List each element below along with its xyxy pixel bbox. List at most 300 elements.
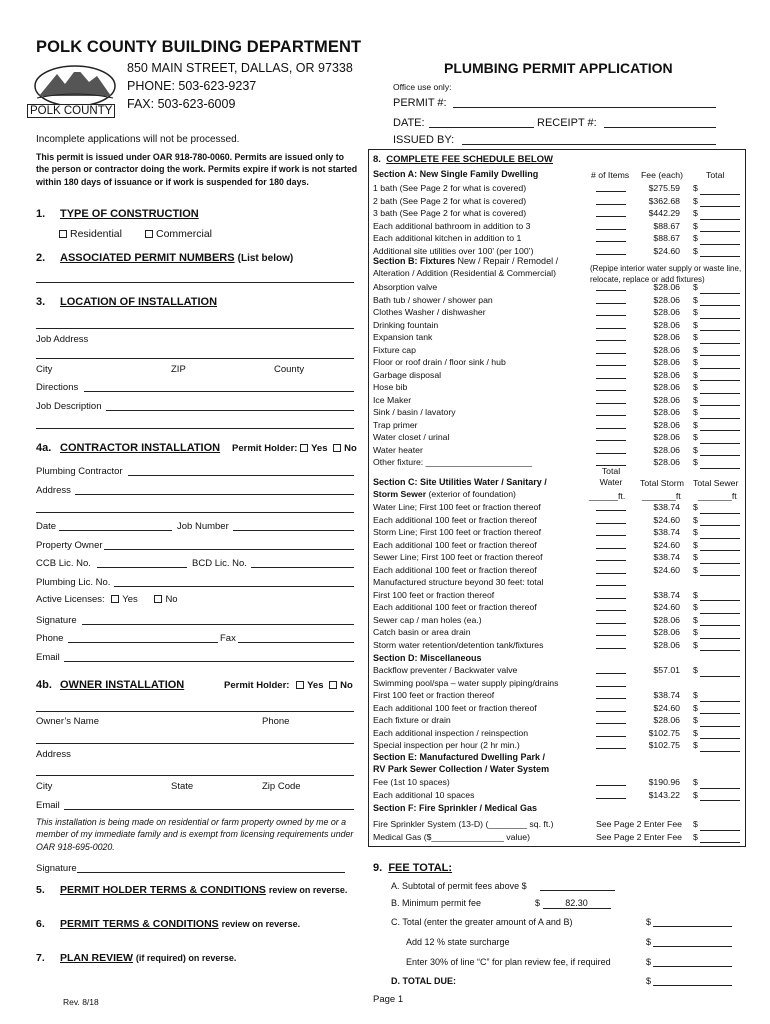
fee-each: $28.06: [653, 394, 680, 405]
contractor-date-label: Date: [36, 521, 57, 532]
item-count-field[interactable]: [596, 195, 626, 205]
section-b-sub2: Alteration / Addition (Residential & Commercial): [373, 268, 556, 278]
yes-label: Yes: [311, 443, 328, 454]
storm-feet-field[interactable]: _______ft: [642, 491, 681, 501]
fee-row: [373, 431, 745, 444]
fee-total-field[interactable]: $: [693, 294, 741, 307]
fee-row: [373, 714, 745, 727]
contractor-address-field-2[interactable]: [36, 512, 354, 513]
fee-description: 3 bath (See Page 2 for what is covered): [373, 208, 527, 218]
fee-total-field[interactable]: $: [693, 444, 741, 457]
commercial-checkbox[interactable]: [145, 230, 153, 238]
section-8-heading: [373, 154, 553, 165]
fee-each: $102.75: [648, 727, 680, 738]
fee-total-field[interactable]: $: [693, 789, 741, 802]
fee-total-field[interactable]: $: [693, 614, 741, 627]
surcharge-dollar: $: [646, 937, 652, 947]
item-count-field[interactable]: [596, 739, 626, 749]
fee-description: Water heater: [373, 444, 423, 455]
section-suffix: review on reverse.: [268, 885, 348, 895]
section-title: COMPLETE FEE SCHEDULE BELOW: [386, 154, 554, 165]
fee-row: [373, 232, 745, 245]
item-count-field[interactable]: [596, 614, 626, 624]
job-address-label: Job Address: [36, 334, 89, 345]
oar-notice: This permit is issued under OAR 918-780-0060. Permits are issued only to the person or contractor doing the work. Permits expire if work is not started within 180 days of issuance or if work is suspended for 180 days.: [36, 152, 358, 187]
fee-description: Each additional kitchen in addition to 1: [373, 233, 522, 243]
fee-total-field[interactable]: $: [693, 431, 741, 444]
directions-field[interactable]: [84, 391, 354, 392]
section-title: FEE TOTAL:: [388, 862, 453, 874]
section-a-title: Section A: New Single Family Dwelling: [373, 169, 539, 179]
fee-description: Catch basin or area drain: [373, 627, 471, 637]
section-suffix: (List below): [237, 253, 294, 264]
contractor-yes-checkbox[interactable]: [300, 444, 308, 452]
item-count-field[interactable]: [596, 564, 626, 574]
sewer-feet-field[interactable]: _______ft: [698, 491, 737, 501]
fee-total-field[interactable]: $: [693, 319, 741, 332]
fee-row: [373, 601, 745, 614]
fee-total-field[interactable]: $: [693, 281, 741, 294]
surcharge-field[interactable]: [653, 946, 732, 947]
item-count-field[interactable]: [596, 419, 626, 429]
fee-total-field[interactable]: $: [693, 589, 741, 602]
fee-row: [373, 456, 745, 469]
item-count-field[interactable]: [596, 589, 626, 599]
fee-total-field[interactable]: $: [693, 369, 741, 382]
contractor-signature-field[interactable]: [82, 624, 354, 625]
property-owner-field[interactable]: [104, 549, 354, 550]
issued-by-label: ISSUED BY:: [393, 134, 455, 146]
contractor-fax-label: Fax: [220, 633, 236, 644]
date-label: DATE:: [393, 117, 425, 129]
ccb-label: CCB Lic. No.: [36, 558, 91, 569]
fee-row: [373, 381, 745, 394]
application-title: PLUMBING PERMIT APPLICATION: [444, 60, 673, 76]
fee-total-field[interactable]: $: [693, 601, 741, 614]
owner-address-label: Address: [36, 749, 71, 760]
permit-holder-label: Permit Holder:: [224, 680, 290, 691]
fee-row: [373, 664, 745, 677]
item-count-field[interactable]: [596, 526, 626, 536]
permit-number-label: PERMIT #:: [393, 97, 447, 109]
section-b-title-text: Section B: Fixtures: [373, 256, 456, 266]
surcharge-label: Add 12 % state surcharge: [406, 937, 510, 947]
owner-signature-field[interactable]: [77, 872, 345, 873]
job-address-field[interactable]: [36, 328, 354, 329]
fee-row: [373, 369, 745, 382]
item-count-field[interactable]: [596, 207, 626, 217]
plan-review-label: Enter 30% of line “C” for plan review fee, if required: [406, 957, 611, 967]
owner-state-label: State: [171, 781, 194, 792]
fee-each: $24.60: [653, 245, 680, 256]
fee-row: [373, 614, 745, 627]
fee-row: [373, 702, 745, 715]
item-count-field[interactable]: [596, 245, 626, 255]
fee-description: Medical Gas ($_______________ value): [373, 831, 530, 842]
fee-total-field[interactable]: $: [693, 739, 741, 752]
fee-each: $28.06: [653, 639, 680, 650]
item-count-field[interactable]: [596, 727, 626, 737]
fee-total-field[interactable]: $: [693, 182, 741, 195]
office-date-field[interactable]: [429, 127, 534, 128]
item-count-field[interactable]: [596, 294, 626, 304]
fee-each: $28.06: [653, 407, 680, 417]
owner-zip-label: Zip Code: [262, 781, 301, 792]
total-c-field[interactable]: [653, 926, 732, 927]
minimum-fee-value: [535, 898, 611, 909]
fee-total-field[interactable]: $: [693, 564, 741, 577]
active-yes-checkbox[interactable]: [111, 595, 119, 603]
fee-description: Bath tub / shower / shower pan: [373, 294, 493, 305]
section-number: 6.: [36, 918, 45, 930]
item-count-field[interactable]: [596, 539, 626, 549]
bcd-label: BCD Lic. No.: [192, 558, 247, 569]
section-number: 2.: [36, 252, 46, 264]
water-feet-field[interactable]: ______ft.: [589, 491, 626, 501]
item-count-field[interactable]: [596, 281, 626, 291]
fee-row: [373, 319, 745, 332]
fee-each: $38.74: [653, 589, 680, 600]
subtotal-field[interactable]: [540, 890, 615, 891]
plan-review-field[interactable]: [653, 966, 732, 967]
contractor-no-checkbox[interactable]: [333, 444, 341, 452]
fee-total-field[interactable]: $: [693, 207, 741, 220]
fee-each: $88.67: [653, 220, 680, 231]
item-count-field[interactable]: [596, 689, 626, 699]
fee-description: Floor or roof drain / floor sink / hub: [373, 357, 506, 367]
no-label: No: [344, 443, 357, 454]
plumbing-lic-label: Plumbing Lic. No.: [36, 577, 111, 588]
job-number-field[interactable]: [233, 530, 354, 531]
fee-each: $38.74: [653, 527, 680, 537]
section-number: 5.: [36, 884, 45, 896]
fee-total-field[interactable]: $: [693, 456, 741, 469]
item-count-field[interactable]: [596, 664, 626, 674]
fee-total-field[interactable]: $: [693, 689, 741, 702]
item-count-field[interactable]: [596, 406, 626, 416]
section-title: PERMIT HOLDER TERMS & CONDITIONS: [60, 884, 266, 896]
fee-total-field[interactable]: $: [693, 501, 741, 514]
page-number: Page 1: [373, 994, 404, 1005]
total-due-field[interactable]: [653, 985, 732, 986]
item-count-field[interactable]: [596, 776, 626, 786]
fee-total-field[interactable]: $: [693, 419, 741, 432]
contractor-date-field[interactable]: [59, 530, 172, 531]
owner-city-field[interactable]: [36, 775, 354, 776]
fee-total-field[interactable]: $: [693, 344, 741, 357]
section-4b-heading: [36, 679, 184, 691]
section-title: PERMIT TERMS & CONDITIONS: [60, 918, 219, 930]
office-use-label: Office use only:: [393, 82, 452, 92]
item-count-field[interactable]: [596, 431, 626, 441]
fee-row: [373, 831, 745, 844]
section-number: 4b.: [36, 679, 52, 691]
item-count-field[interactable]: [596, 319, 626, 329]
item-count-field[interactable]: [596, 551, 626, 561]
fee-row: [373, 818, 745, 831]
fee-description: Drinking fountain: [373, 319, 439, 330]
plumbing-contractor-label: Plumbing Contractor: [36, 466, 123, 477]
item-count-field[interactable]: [596, 331, 626, 341]
fee-total-field[interactable]: $: [693, 381, 741, 394]
section-2-heading: [36, 252, 293, 264]
fee-total-field[interactable]: $: [693, 232, 741, 245]
ccb-field[interactable]: [97, 567, 187, 568]
item-count-field[interactable]: [596, 601, 626, 611]
fee-description: Each additional bathroom in addition to 3: [373, 220, 531, 231]
fee-each: $28.06: [653, 319, 680, 330]
job-description-field[interactable]: [106, 410, 354, 411]
fee-total-field[interactable]: $: [693, 664, 741, 677]
item-count-field[interactable]: [596, 344, 626, 354]
contractor-email-label: Email: [36, 652, 60, 663]
section-suffix: (if required) on reverse.: [135, 953, 237, 963]
fee-column-header: Fee (each): [641, 170, 684, 180]
fee-total-field[interactable]: $: [693, 514, 741, 527]
owner-permit-holder: [224, 680, 353, 691]
fee-row: [373, 539, 745, 552]
commercial-label: Commercial: [156, 228, 213, 240]
section-title: TYPE OF CONSTRUCTION: [60, 208, 199, 220]
item-count-field[interactable]: [596, 444, 626, 454]
item-count-field[interactable]: [596, 501, 626, 511]
fee-row: [373, 331, 745, 344]
receipt-field[interactable]: [604, 127, 716, 128]
fee-description: Fixture cap: [373, 344, 416, 355]
directions-label: Directions: [36, 382, 79, 393]
item-count-field[interactable]: [596, 306, 626, 316]
fee-total-field[interactable]: $: [693, 818, 741, 831]
fee-total-field[interactable]: $: [693, 406, 741, 419]
property-owner-label: Property Owner: [36, 540, 103, 551]
fee-total-field[interactable]: $: [693, 195, 741, 208]
fee-row: [373, 551, 745, 564]
fee-row: [373, 182, 745, 195]
contractor-phone-label: Phone: [36, 633, 64, 644]
section-title: PLAN REVIEW: [60, 952, 133, 964]
fee-total-field[interactable]: $: [693, 394, 741, 407]
owner-no-checkbox[interactable]: [329, 681, 337, 689]
total-column-header: Total: [706, 170, 725, 180]
fee-description: Each additional 100 feet or fraction thereof: [373, 564, 537, 575]
section-number: 9.: [373, 862, 383, 874]
fee-description: Special inspection per hour (2 hr min.): [373, 740, 520, 750]
fee-total-field[interactable]: $: [693, 639, 741, 652]
fee-total-field[interactable]: $: [693, 245, 741, 258]
contractor-address-field[interactable]: [75, 494, 354, 495]
plumbing-contractor-field[interactable]: [128, 475, 354, 476]
fee-each: $362.68: [648, 195, 680, 206]
fee-each: $28.06: [653, 307, 680, 317]
owner-email-field[interactable]: [64, 809, 354, 810]
owner-name-field[interactable]: [36, 711, 354, 712]
section-title: CONTRACTOR INSTALLATION: [60, 442, 221, 454]
contractor-phone-field[interactable]: [68, 642, 218, 643]
fee-row: [373, 294, 745, 307]
fee-total-field[interactable]: $: [693, 331, 741, 344]
fee-description: Absorption valve: [373, 282, 438, 292]
item-count-field[interactable]: [596, 626, 626, 636]
fee-total-field[interactable]: $: [693, 306, 741, 319]
job-description-field-2[interactable]: [36, 428, 354, 429]
fee-description: Ice Maker: [373, 394, 412, 405]
item-count-field[interactable]: [596, 702, 626, 712]
fee-each: $28.06: [653, 294, 680, 305]
bcd-field[interactable]: [251, 567, 354, 568]
fee-description: Sink / basin / lavatory: [373, 407, 456, 417]
fee-description: Storm Line; First 100 feet or fraction thereof: [373, 527, 542, 537]
total-due-label: D. TOTAL DUE:: [391, 976, 456, 986]
fee-each: $28.06: [653, 432, 680, 442]
fee-each: $143.22: [648, 789, 680, 800]
fee-total-field[interactable]: $: [693, 776, 741, 789]
residential-checkbox[interactable]: [59, 230, 67, 238]
issued-by-field[interactable]: [462, 144, 716, 145]
fee-row: [373, 281, 745, 294]
section-1-heading: [36, 208, 199, 220]
permit-number-field[interactable]: [453, 107, 716, 108]
total-sewer-header: Total Sewer: [693, 478, 739, 488]
fee-row: [373, 576, 745, 589]
fee-description: Expansion tank: [373, 332, 433, 342]
job-number-label: Job Number: [177, 521, 229, 532]
fee-description: 1 bath (See Page 2 for what is covered): [373, 183, 527, 193]
section-d-title: Section D: Miscellaneous: [373, 653, 482, 663]
contractor-fax-field[interactable]: [238, 642, 354, 643]
commercial-option[interactable]: [145, 228, 212, 240]
fee-description: First 100 feet or fraction thereof: [373, 690, 495, 700]
fee-total-field[interactable]: $: [693, 220, 741, 233]
incomplete-notice: Incomplete applications will not be processed.: [36, 134, 240, 145]
item-count-field[interactable]: [596, 576, 626, 586]
fee-each: $28.06: [653, 419, 680, 430]
owner-phone-label: Phone: [262, 716, 290, 727]
fee-total-field[interactable]: $: [693, 539, 741, 552]
fee-each: $28.06: [653, 369, 680, 380]
fee-each: $28.06: [653, 344, 680, 355]
item-count-field[interactable]: [596, 381, 626, 391]
fee-each: $57.01: [653, 665, 680, 675]
item-count-field[interactable]: [596, 514, 626, 524]
fee-description: Storm water retention/detention tank/fixtures: [373, 639, 544, 650]
residential-label: Residential: [70, 228, 122, 240]
fee-row: [373, 739, 745, 752]
item-count-field[interactable]: [596, 394, 626, 404]
fee-each: $190.96: [648, 777, 680, 787]
fee-total-field[interactable]: $: [693, 702, 741, 715]
fee-row: [373, 526, 745, 539]
fee-each: $38.74: [653, 690, 680, 700]
section-c-title2-text: Storm Sewer: [373, 489, 427, 499]
item-count-field[interactable]: [596, 456, 626, 466]
department-fax: FAX: 503-623-6009: [127, 97, 236, 111]
fee-row: [373, 514, 745, 527]
fee-total-field[interactable]: $: [693, 714, 741, 727]
permit-holder-label: Permit Holder:: [232, 443, 298, 454]
fee-each: $24.60: [653, 539, 680, 550]
item-count-field[interactable]: [596, 232, 626, 242]
item-count-field[interactable]: [596, 182, 626, 192]
fee-row: [373, 689, 745, 702]
fee-total-field[interactable]: $: [693, 356, 741, 369]
owner-name-label: Owner’s Name: [36, 716, 100, 727]
contractor-email-field[interactable]: [64, 661, 354, 662]
section-e-title: Section E: Manufactured Dwelling Park /: [373, 752, 546, 762]
item-count-field[interactable]: [596, 714, 626, 724]
fee-row: [373, 306, 745, 319]
section-title: LOCATION OF INSTALLATION: [60, 296, 218, 308]
fee-row: [373, 394, 745, 407]
item-count-field[interactable]: [596, 789, 626, 799]
fee-each: $24.60: [653, 602, 680, 612]
owner-address-field[interactable]: [36, 743, 354, 744]
item-count-field[interactable]: [596, 220, 626, 230]
fee-total-field[interactable]: $: [693, 551, 741, 564]
item-count-field[interactable]: [596, 369, 626, 379]
section-6-heading: [36, 918, 300, 930]
item-count-field[interactable]: [596, 677, 626, 687]
fee-each: $275.59: [648, 183, 680, 193]
fee-description: Each fixture or drain: [373, 715, 451, 725]
total-storm-header: Total Storm: [640, 478, 684, 488]
fee-row: [373, 564, 745, 577]
section-number: 3.: [36, 296, 46, 308]
fee-each: $38.74: [653, 552, 680, 562]
fee-description: Manufactured structure beyond 30 feet: total: [373, 577, 544, 587]
fee-description: Each additional inspection / reinspection: [373, 727, 529, 738]
revision-label: Rev. 8/18: [63, 997, 99, 1007]
fee-description: Additional site utilities over 100’ (per 100’): [373, 245, 534, 256]
no-label: No: [165, 594, 178, 605]
permit-numbers-field[interactable]: [36, 282, 354, 283]
owner-signature-label: Signature: [36, 863, 77, 874]
fee-row: [373, 344, 745, 357]
fee-description: Trap primer: [373, 419, 418, 430]
item-count-field[interactable]: [596, 356, 626, 366]
fee-total-field[interactable]: $: [693, 831, 741, 844]
fee-description: Garbage disposal: [373, 369, 442, 380]
fee-description: Sewer cap / man holes (ea.): [373, 614, 482, 625]
fee-each: $28.06: [653, 627, 680, 637]
fee-description: First 100 feet or fraction thereof: [373, 589, 495, 600]
fee-each: $24.60: [653, 514, 680, 525]
item-count-field[interactable]: [596, 639, 626, 649]
city-label: City: [36, 364, 53, 375]
fee-total-field[interactable]: $: [693, 727, 741, 740]
fee-description: Swimming pool/spa – water supply piping/drains: [373, 677, 559, 688]
residential-option[interactable]: [59, 228, 122, 240]
fee-total-field[interactable]: $: [693, 626, 741, 639]
fee-description: Each additional 100 feet or fraction thereof: [373, 514, 537, 525]
contractor-signature-label: Signature: [36, 615, 77, 626]
fee-description: Sewer Line; First 100 feet or fraction thereof: [373, 552, 543, 562]
fee-each: $102.75: [648, 740, 680, 750]
plumbing-lic-field[interactable]: [114, 586, 354, 587]
logo-text: POLK COUNTY: [27, 104, 115, 118]
fee-row: [373, 776, 745, 789]
city-zip-county-field[interactable]: [36, 358, 354, 359]
fee-description: Each additional 100 feet or fraction thereof: [373, 602, 537, 612]
fee-each: $28.06: [653, 282, 680, 292]
fee-row: [373, 220, 745, 233]
active-no-checkbox[interactable]: [154, 595, 162, 603]
owner-yes-checkbox[interactable]: [296, 681, 304, 689]
fee-description: 2 bath (See Page 2 for what is covered): [373, 195, 527, 206]
fee-total-field[interactable]: $: [693, 526, 741, 539]
section-9-heading: [373, 862, 452, 874]
total-water-header: Total Water: [599, 466, 623, 487]
fee-description: Water Line; First 100 feet or fraction thereof: [373, 502, 541, 512]
